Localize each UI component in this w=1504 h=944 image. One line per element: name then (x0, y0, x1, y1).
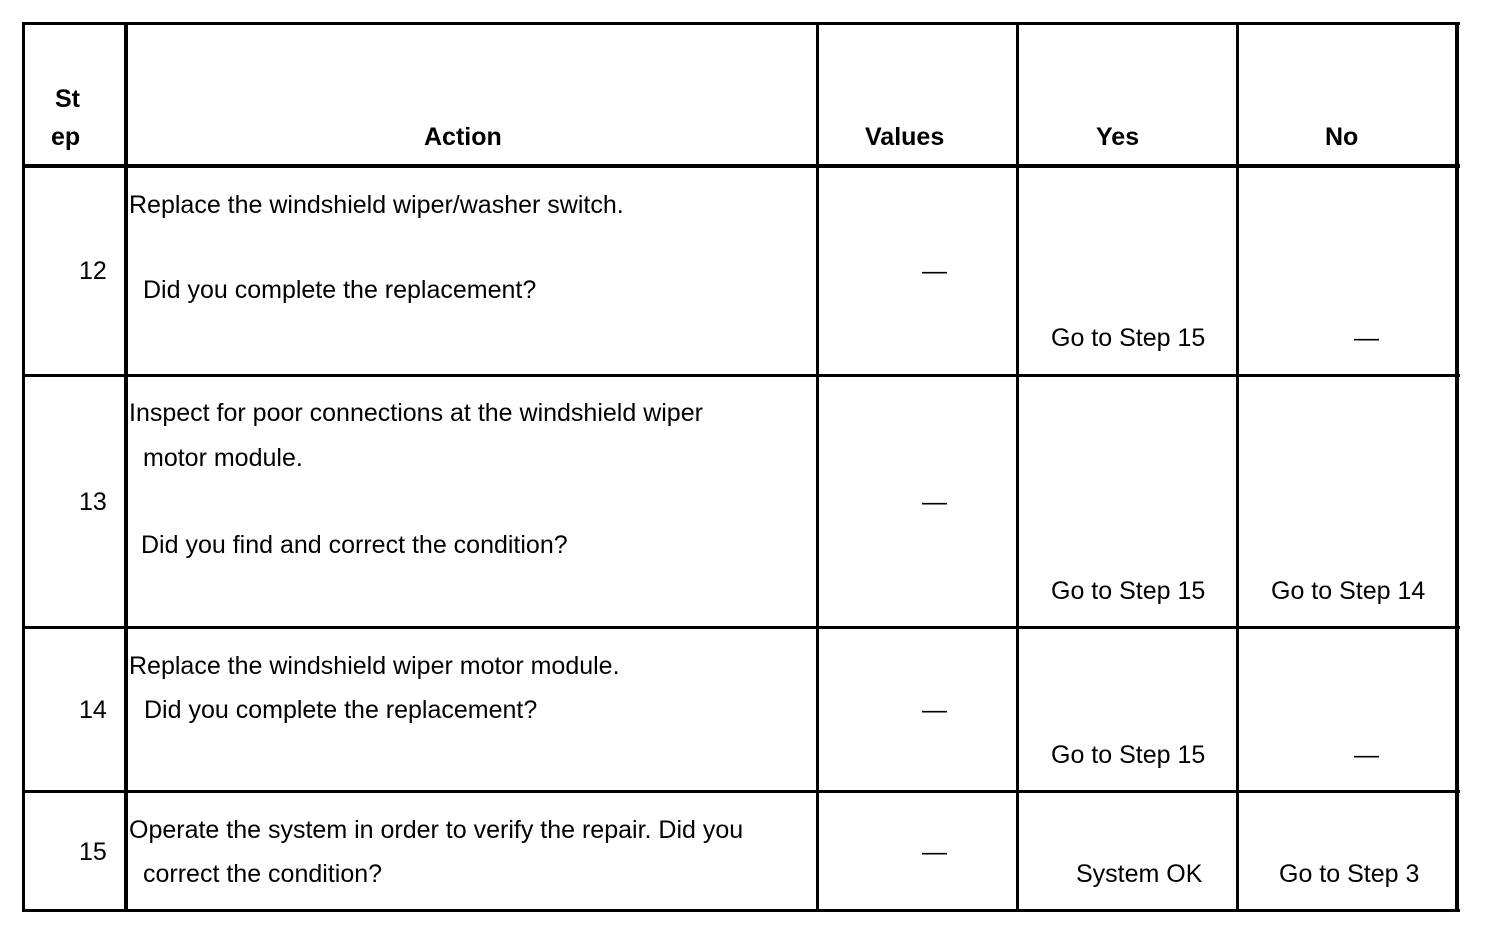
row-12-step: 12 (79, 257, 107, 285)
table-rule-top (22, 22, 1460, 25)
table-rule-bottom (22, 909, 1460, 912)
row-14-values: — (922, 696, 947, 724)
table-rule-values-yes (1016, 22, 1019, 912)
row-14-no: — (1354, 741, 1379, 769)
table-rule-header (22, 164, 1460, 168)
row-12-action-line2: Did you complete the replacement? (143, 276, 537, 304)
row-14-yes: Go to Step 15 (1051, 741, 1206, 769)
table-rule-action-values (816, 22, 819, 912)
row-15-values: — (922, 838, 947, 866)
table-rule-right (1455, 22, 1459, 912)
row-15-step: 15 (79, 838, 107, 866)
table-rule-left (22, 22, 25, 912)
header-step-line1: St (55, 85, 80, 113)
header-values: Values (865, 123, 945, 151)
row-14-action-line1: Replace the windshield wiper motor module. (129, 652, 620, 680)
row-12-values: — (922, 257, 947, 285)
row-13-values: — (922, 488, 947, 516)
row-12-action-line1: Replace the windshield wiper/washer switch. (129, 191, 624, 219)
row-14-step: 14 (79, 696, 107, 724)
header-action: Action (424, 123, 502, 151)
row-15-action-line2: correct the condition? (143, 860, 383, 888)
table-rule-step-action (124, 22, 128, 912)
row-12-no: — (1354, 324, 1379, 352)
table-rule-row-12 (22, 374, 1460, 377)
row-12-yes: Go to Step 15 (1051, 324, 1206, 352)
row-13-action-line2: motor module. (143, 444, 303, 472)
table-rule-row-13 (22, 626, 1460, 629)
header-step-line2: ep (51, 123, 81, 151)
row-13-action-line3: Did you find and correct the condition? (141, 531, 568, 559)
header-no: No (1325, 123, 1359, 151)
row-13-step: 13 (79, 488, 107, 516)
table-rule-row-14 (22, 790, 1460, 793)
table-rule-yes-no (1236, 22, 1239, 912)
row-15-no: Go to Step 3 (1279, 860, 1420, 888)
row-15-action-line1: Operate the system in order to verify the repair. Did you (129, 816, 744, 844)
row-14-action-line2: Did you complete the replacement? (144, 696, 538, 724)
row-13-no: Go to Step 14 (1271, 577, 1426, 605)
row-15-yes: System OK (1076, 860, 1203, 888)
row-13-yes: Go to Step 15 (1051, 577, 1206, 605)
row-13-action-line1: Inspect for poor connections at the windshield wiper (129, 399, 703, 427)
header-yes: Yes (1096, 123, 1140, 151)
